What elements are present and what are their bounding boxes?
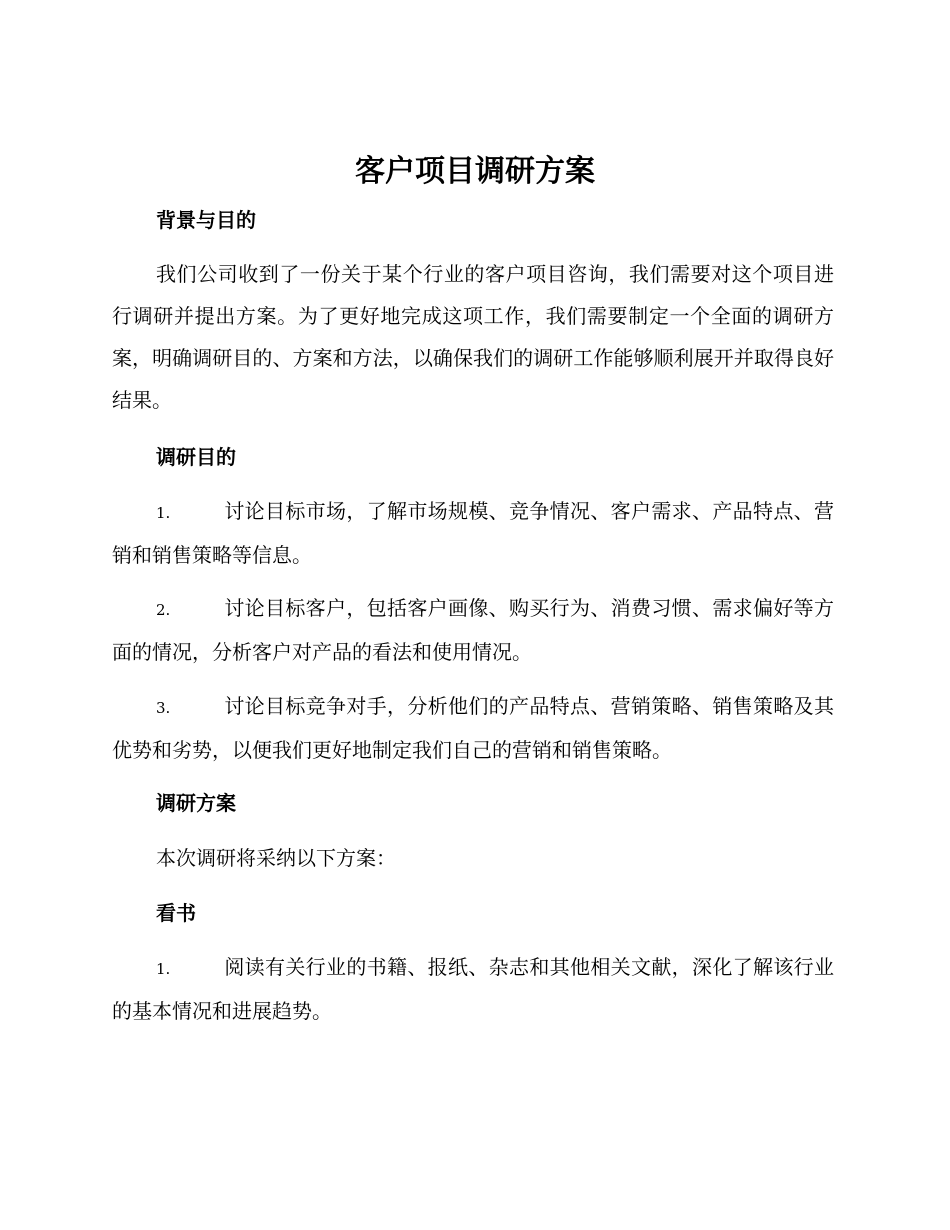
goal-list-item	[112, 490, 834, 576]
list-item-number: 1.	[156, 960, 171, 978]
section-heading-goals: 调研目的	[156, 445, 236, 469]
plan-intro: 本次调研将采纳以下方案：	[156, 846, 396, 870]
goal-list-item	[112, 587, 834, 673]
plan-list-item	[112, 946, 834, 1032]
list-item-number: 2.	[156, 601, 171, 619]
list-item-text: 阅读有关行业的书籍、报纸、杂志和其他相关文献，深化了解该行业的基本情况和进展趋势。	[112, 955, 834, 1023]
section-heading-plan: 调研方案	[156, 791, 236, 815]
list-item-number: 1.	[156, 504, 171, 522]
document-title: 客户项目调研方案	[355, 154, 595, 189]
section-heading-background: 背景与目的	[156, 208, 256, 232]
list-item-number: 3.	[156, 699, 171, 717]
list-item-text: 讨论目标竞争对手，分析他们的产品特点、营销策略、销售策略及其优势和劣势，以便我们更好地制定我们自己的营销和销售策略。	[112, 694, 834, 762]
subsection-heading-reading: 看书	[156, 901, 196, 925]
list-item-text: 讨论目标客户，包括客户画像、购买行为、消费习惯、需求偏好等方面的情况，分析客户对产品的看法和使用情况。	[112, 596, 834, 664]
goal-list-item	[112, 685, 834, 771]
list-item-text: 讨论目标市场，了解市场规模、竞争情况、客户需求、产品特点、营销和销售策略等信息。	[112, 499, 834, 567]
background-paragraph: 我们公司收到了一份关于某个行业的客户项目咨询，我们需要对这个项目进行调研并提出方案。为了更好地完成这项工作，我们需要制定一个全面的调研方案，明确调研目的、方案和方法，以确保我们的调研工作能够顺利展开并取得良好结果。	[112, 262, 834, 412]
